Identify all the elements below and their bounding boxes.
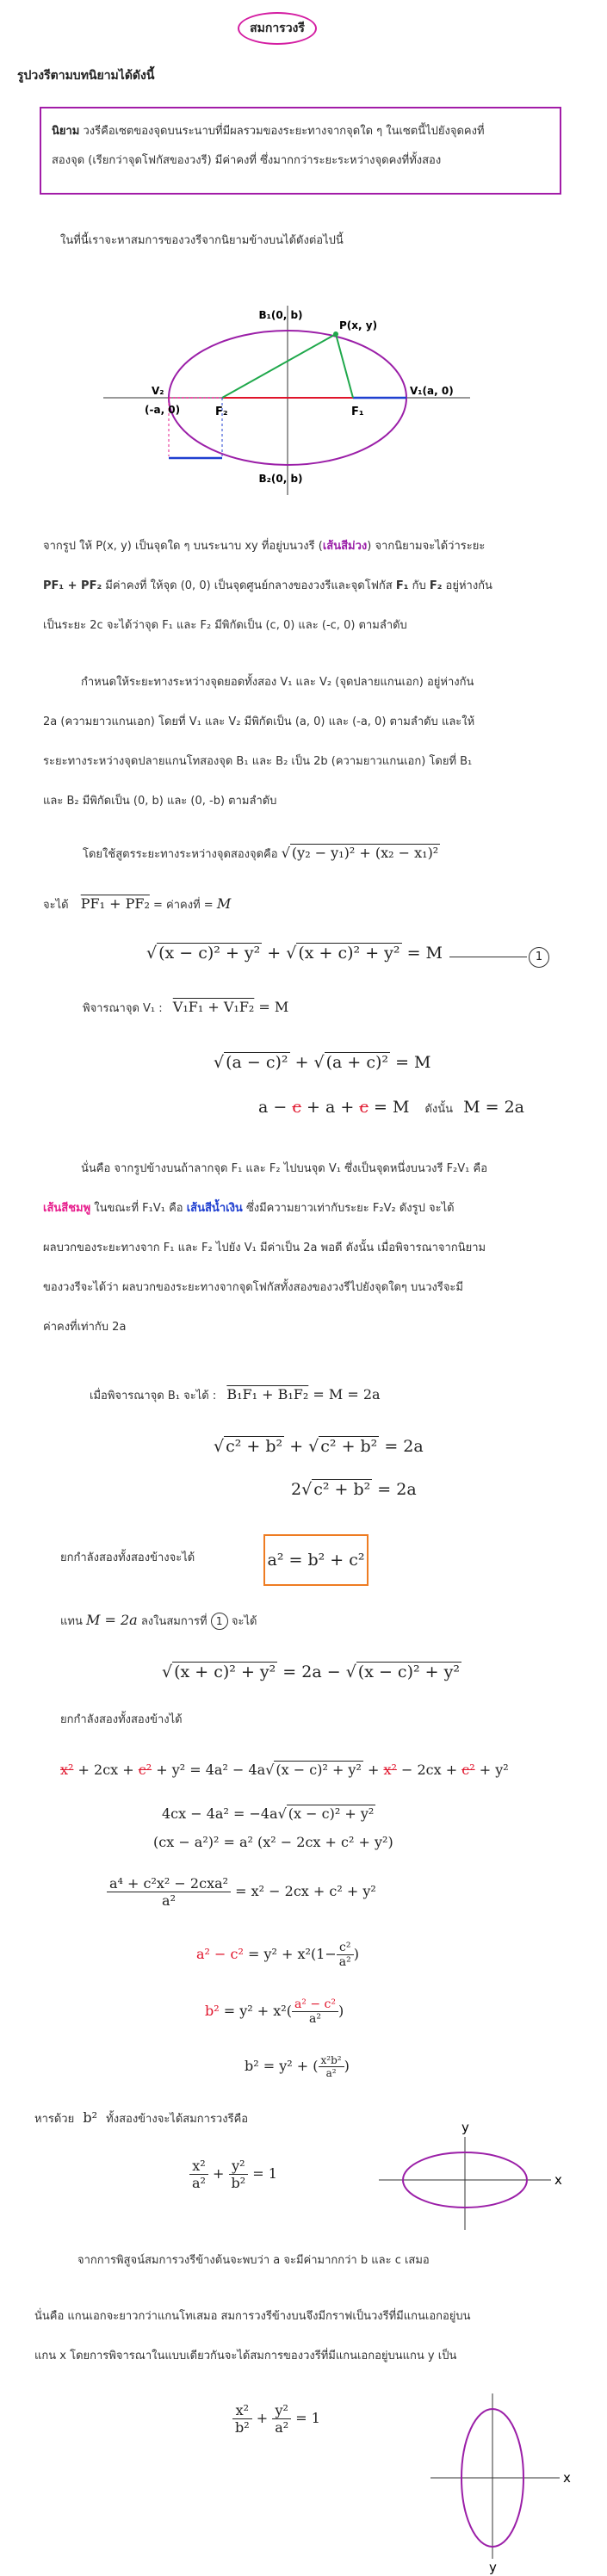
paragraph-3-line-5: ค่าคงที่เท่ากับ 2a: [43, 1321, 127, 1334]
pf1-line: [336, 334, 353, 398]
eq10-numerator: a⁴ + c²x² − 2cxa²: [107, 1875, 231, 1892]
eq5-rhs: = 2a: [372, 1480, 417, 1499]
purple-line-label: เส้นสีม่วง: [322, 540, 368, 553]
standard-equation-2: [232, 2402, 320, 2436]
eq11-fden: a²: [338, 1955, 351, 1969]
label-v1: V₁(a, 0): [410, 385, 454, 397]
paragraph-1-line-1: [43, 527, 577, 567]
std1-d2: b²: [231, 2175, 246, 2191]
p1-text-c: ) จากนิยามจะได้ว่าระยะ: [367, 540, 486, 553]
result-equation: a² = b² + c²: [267, 1551, 365, 1570]
std2-n2: y²: [272, 2402, 291, 2419]
paragraph-2: [43, 663, 594, 821]
distance-formula: (y₂ − y₁)² + (x₂ − x₁)²: [291, 845, 439, 861]
p3-text-b: ในขณะที่ F₁V₁ คือ: [90, 1202, 187, 1215]
eq11-fnum: c²: [337, 1941, 354, 1955]
eq7-sqrt: (x − c)² + y²: [276, 1762, 362, 1778]
consider-b1-rhs: = M = 2a: [308, 1386, 381, 1403]
definition-box: [40, 107, 561, 195]
eq3-result: M = 2a: [463, 1098, 524, 1117]
eq12-fraction: [292, 1997, 338, 2026]
eq4-plus: +: [284, 1437, 309, 1456]
point-p: [333, 331, 338, 337]
eq6-rhs: = 2a −: [277, 1663, 346, 1681]
std2-d1: b²: [235, 2419, 250, 2436]
intro-text: ในที่นี้เราจะหาสมการของวงรีจากนิยามข้างบนได้ดังต่อไปนี้: [60, 234, 344, 247]
definition-text-1: วงรีคือเซตของจุดบนระนาบที่มีผลรวมของระยะทางจากจุดใด ๆ ในเซตนี้ไปยังจุดคงที่: [79, 125, 485, 138]
eq2-term-1: (a − c)²: [226, 1053, 288, 1072]
eq5-term: c² + b²: [313, 1480, 371, 1499]
eq12-end: ): [338, 2003, 344, 2019]
gives1-row: [43, 895, 231, 914]
page-title-text: สมการวงรี: [250, 22, 305, 35]
eq7-a: + 2cx +: [73, 1762, 139, 1778]
eq13-lhs: b² = y² + (: [245, 2058, 319, 2074]
equation-2: √ (a − c)² + √ (a + c)² = M: [214, 1053, 431, 1072]
eq11-fraction: [337, 1941, 354, 1969]
eq4-term-1: c² + b²: [226, 1437, 283, 1456]
eq2-term-2: (a + c)²: [325, 1053, 389, 1072]
closing-line-2: แกน x โดยการพิจารณาในแบบเดียวกันจะได้สมการของวงรีที่มีแกนเอกอยู่บนแกน y เป็น: [34, 2350, 457, 2362]
eq7-cancel-c2: c²: [138, 1762, 152, 1778]
eq4-rhs: = 2a: [379, 1437, 424, 1456]
definition-line-1: [52, 117, 549, 146]
paragraph-3-line-3: ผลบวกของระยะทางจาก F₁ และ F₂ ไปยัง V₁ มีค่าเป็น 2a พอดี ดังนั้น เมื่อพิจารณาจากนิยาม: [43, 1242, 486, 1254]
eq8-sqrt: (x − c)² + y²: [288, 1805, 375, 1822]
eq12-fnum: a² − c²: [292, 1997, 338, 2012]
eq7-b: + y² = 4a² − 4a: [152, 1762, 266, 1778]
replace-text-a: แทน: [60, 1615, 83, 1628]
definition-term: นิยาม: [52, 125, 80, 138]
square-text-2: ยกกำลังสองทั้งสองข้างได้: [60, 1713, 183, 1726]
closing-paragraph: [34, 2297, 585, 2376]
eq7-e: + y²: [474, 1762, 509, 1778]
equation-13: [245, 2054, 350, 2079]
definition-line-2: สองจุด (เรียกว่าจุดโฟกัสของวงรี) มีค่าคงที่ ซึ่งมากกว่าระยะระหว่างจุดคงที่ทั้งสอง: [52, 154, 442, 167]
replace-text-c: จะได้: [231, 1615, 257, 1628]
equation-12: [205, 1997, 344, 2026]
consider-b1-row: [90, 1386, 381, 1405]
eq7-cancel-x2: x²: [60, 1762, 74, 1778]
std2-n1: x²: [232, 2402, 252, 2419]
standard-equation-1: [189, 2158, 277, 2191]
eq3-cancel-1: c: [292, 1098, 301, 1117]
result-box: [263, 1534, 369, 1586]
paragraph-2-line-2: 2a (ความยาวแกนเอก) โดยที่ V₁ และ V₂ มีพิกัดเป็น (a, 0) และ (-a, 0) ตามลำดับ และให้: [43, 715, 475, 728]
p1-text-f: อยู่ห่างกัน: [442, 579, 492, 592]
distance-row: โดยใช้สูตรระยะทางระหว่างจุดสองจุดคือ √ (y₂ − y₁)² + (x₂ − x₁)²: [83, 845, 439, 861]
std1-n2: y²: [229, 2158, 249, 2175]
gives1-rhs: M: [216, 895, 232, 912]
eq10-fraction: [107, 1875, 231, 1909]
label-f2: F₂: [215, 406, 228, 418]
std2-rhs: = 1: [291, 2410, 320, 2426]
paragraph-2-line-4: และ B₂ มีพิกัดเป็น (0, b) และ (0, -b) ตามลำดับ: [43, 795, 277, 808]
gives1-text: จะได้: [43, 899, 69, 912]
eq11-end: ): [353, 1946, 359, 1962]
equation-6: √ (x + c)² + y² = 2a − √ (x − c)² + y²: [162, 1663, 460, 1681]
eq13-fnum: x²b²: [319, 2054, 344, 2067]
eq1-rhs: = M: [401, 944, 443, 963]
eq7-d: − 2cx +: [396, 1762, 462, 1778]
eq3-a1: a −: [258, 1098, 293, 1117]
consider-v1-text: พิจารณาจุด V₁ :: [83, 1002, 163, 1015]
paragraph-3-line-2: [43, 1189, 594, 1229]
eq13-fden: a²: [325, 2067, 337, 2079]
label-f1: F₁: [351, 406, 364, 418]
label-v2-coord: (-a, 0): [145, 404, 181, 416]
p3-text-d: ซึ่งมีความยาวเท่ากับระยะ F₂V₂ ดังรูป จะได้: [242, 1202, 455, 1215]
gives1-lhs: PF₁ + PF₂: [80, 895, 150, 912]
square-text: ยกกำลังสองทั้งสองข้างจะได้: [60, 1551, 195, 1564]
eq7-cancel-c2b: c²: [461, 1762, 475, 1778]
eq12-fden: a²: [308, 2012, 321, 2026]
graph2-x-label: x: [563, 2470, 571, 2486]
std2-fraction-x: [232, 2402, 252, 2436]
consider-v1-lhs: V₁F₁ + V₁F₂: [172, 999, 255, 1015]
eq3-cancel-2: c: [359, 1098, 369, 1117]
replace-math: M = 2a: [85, 1612, 138, 1628]
divide-text-a: หารด้วย: [34, 2113, 75, 2126]
equation-7: x² + 2cx + c² + y² = 4a² − 4a√ (x − c)² + y² + x² − 2cx + c² + y²: [60, 1762, 509, 1778]
std1-plus: +: [207, 2165, 229, 2182]
equation-10: [107, 1875, 376, 1909]
eq7-c: +: [362, 1762, 384, 1778]
replace-row: [60, 1612, 257, 1631]
p1-f1: F₁: [395, 579, 409, 592]
divide-text-b: ทั้งสองข้างจะได้สมการวงรีคือ: [106, 2113, 249, 2126]
eq10-denominator: a²: [162, 1892, 176, 1909]
label-b1: B₁(0, b): [258, 309, 303, 321]
equation-1: √ (x − c)² + y² + √ (x + c)² + y² = M: [146, 944, 443, 963]
distance-text: โดยใช้สูตรระยะทางระหว่างจุดสองจุดคือ: [83, 848, 278, 861]
eq8-lhs: 4cx − 4a² = −4a: [162, 1805, 278, 1822]
equation-11: [196, 1941, 359, 1969]
std2-fraction-y: [272, 2402, 291, 2436]
consider-v1-row: [83, 999, 288, 1018]
consider-b1-lhs: B₁F₁ + B₁F₂: [226, 1386, 309, 1403]
std1-fraction-y: [229, 2158, 249, 2191]
closing-line-1: นั่นคือ แกนเอกจะยาวกว่าแกนโทเสมอ สมการวงรีข้างบนจึงมีกราฟเป็นวงรีที่มีแกนเอกอยู่บน: [34, 2310, 471, 2323]
gives1-mid: = ค่าคงที่ =: [149, 899, 217, 912]
eq6-term-2: (x − c)² + y²: [357, 1663, 460, 1681]
label-v2: V₂: [152, 385, 164, 397]
blue-line-label: เส้นสีน้ำเงิน: [186, 1202, 243, 1215]
eq7-cancel-x2b: x²: [383, 1762, 397, 1778]
ellipse-diagram: [95, 301, 474, 499]
pf2-line: [222, 334, 336, 398]
eq6-term-1: (x + c)² + y²: [174, 1663, 276, 1681]
eq4-term-2: c² + b²: [320, 1437, 378, 1456]
vertical-ellipse-graph: [430, 2393, 585, 2574]
eq13-fraction: [319, 2054, 344, 2079]
eq5-coef: 2: [291, 1480, 302, 1499]
pink-line-label: เส้นสีชมพู: [43, 1202, 91, 1215]
section-heading: รูปวงรีตามบทนิยามได้ดังนี้: [17, 69, 155, 83]
page-title: [238, 12, 317, 45]
eq1-term-2: (x + c)² + y²: [298, 944, 400, 963]
equation-8: 4cx − 4a² = −4a√ (x − c)² + y²: [162, 1805, 375, 1822]
consider-b1-text: เมื่อพิจารณาจุด B₁ จะได้ :: [90, 1390, 217, 1403]
paragraph-2-line-1: กำหนดให้ระยะทางระหว่างจุดยอดทั้งสอง V₁ และ V₂ (จุดปลายแกนเอก) อยู่ห่างกัน: [81, 676, 474, 689]
eq10-rhs: = x² − 2cx + c² + y²: [231, 1883, 376, 1899]
replace-eq-number: 1: [211, 1613, 228, 1630]
paragraph-3-line-1: นั่นคือ จากรูปข้างบนถ้าลากจุด F₁ และ F₂ ไปบนจุด V₁ ซึ่งเป็นจุดหนึ่งบนวงรี F₂V₁ คือ: [81, 1162, 488, 1175]
eq12-lhs: b²: [205, 2003, 220, 2019]
divide-row: [34, 2109, 248, 2128]
graph1-y-label: y: [461, 2120, 469, 2135]
paragraph-1-line-3: เป็นระยะ 2c จะได้ว่าจุด F₁ และ F₂ มีพิกัดเป็น (c, 0) และ (-c, 0) ตามลำดับ: [43, 619, 407, 632]
eq3-then: ดังนั้น: [424, 1103, 454, 1116]
graph1-x-label: x: [554, 2172, 562, 2188]
p1-pf-sum: PF₁ + PF₂: [43, 579, 102, 592]
p1-text-a: จากรูป ให้ P(x, y) เป็นจุดใด ๆ บนระนาบ xy ที่อยู่บนวงรี (: [43, 540, 323, 553]
paragraph-2-line-3: ระยะทางระหว่างจุดปลายแกนโทสองจุด B₁ และ B₂ เป็น 2b (ความยาวแกนเอก) โดยที่ B₁: [43, 755, 473, 768]
std1-d1: a²: [192, 2175, 206, 2191]
eq12-rhs: = y² + x²(: [219, 2003, 292, 2019]
eq2-plus: +: [289, 1053, 314, 1072]
eq11-rhs: = y² + x²(1−: [243, 1946, 337, 1962]
horizontal-ellipse-graph: [379, 2120, 568, 2232]
std2-d2: a²: [275, 2419, 289, 2436]
note-text: จากการพิสูจน์สมการวงรีข้างต้นจะพบว่า a จะมีค่ามากกว่า b และ c เสมอ: [77, 2254, 430, 2267]
paragraph-1-line-2: [43, 567, 577, 606]
label-p: P(x, y): [339, 319, 378, 331]
paragraph-3: [43, 1149, 594, 1347]
label-b2: B₂(0, b): [258, 473, 303, 485]
equation-5: 2√ c² + b² = 2a: [291, 1480, 417, 1499]
graph2-y-label: y: [489, 2560, 497, 2574]
p1-and: กับ: [408, 579, 430, 592]
p1-text-b: มีค่าคงที่ ให้จุด (0, 0) เป็นจุดศูนย์กลางของวงรีและจุดโฟกัส: [102, 579, 396, 592]
std1-fraction-x: [189, 2158, 208, 2191]
std2-plus: +: [251, 2410, 273, 2426]
equation-3: [258, 1098, 524, 1118]
paragraph-3-line-4: ของวงรีจะได้ว่า ผลบวกของระยะทางจากจุดโฟกัสทั้งสองของวงรีไปยังจุดใดๆ บนวงรีจะมี: [43, 1281, 463, 1294]
equation-9: (cx − a²)² = a² (x² − 2cx + c² + y²): [153, 1834, 393, 1850]
std1-rhs: = 1: [248, 2165, 277, 2182]
consider-v1-rhs: = M: [254, 999, 289, 1015]
std1-n1: x²: [189, 2158, 208, 2175]
p1-f2: F₂: [429, 579, 443, 592]
eq1-term-1: (x − c)² + y²: [158, 944, 261, 963]
eq11-lhs: a² − c²: [196, 1946, 244, 1962]
eq2-rhs: = M: [390, 1053, 431, 1072]
paragraph-1: [43, 527, 577, 646]
eq3-rhs: = M: [368, 1098, 410, 1117]
eq3-mid: + a +: [300, 1098, 360, 1117]
eq1-plus: +: [262, 944, 287, 963]
eq1-number: 1: [529, 947, 549, 968]
equation-4: √ c² + b² + √ c² + b² = 2a: [214, 1437, 424, 1456]
eq13-end: ): [344, 2058, 350, 2074]
replace-text-b: ลงในสมการที่: [140, 1615, 207, 1628]
divide-math: b²: [83, 2109, 98, 2126]
